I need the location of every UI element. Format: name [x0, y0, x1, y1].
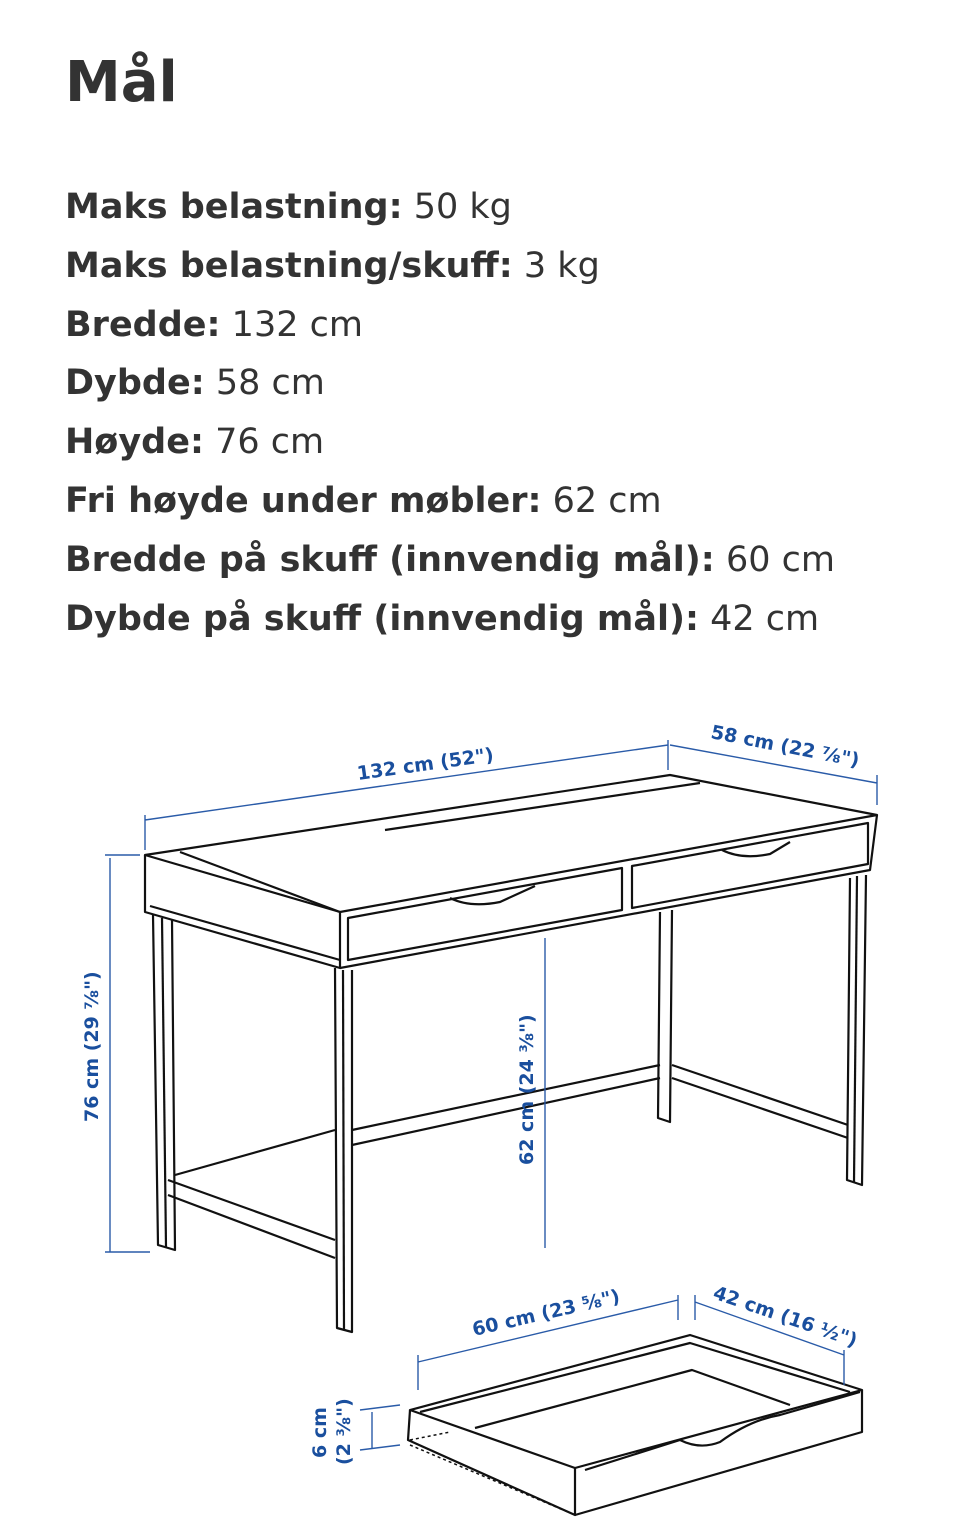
- drawer-depth-label: 42 cm (16 ½"): [710, 1281, 861, 1352]
- spec-label: Dybde på skuff (innvendig mål):: [65, 598, 699, 639]
- height-label: 76 cm (29 ⅞"): [81, 971, 103, 1122]
- spec-value: 50 kg: [413, 187, 512, 227]
- spec-label: Maks belastning/skuff:: [65, 245, 513, 286]
- spec-label: Maks belastning:: [65, 187, 403, 227]
- spec-value: 132 cm: [231, 304, 363, 345]
- width-label: 132 cm (52"): [355, 744, 496, 785]
- spec-label: Bredde:: [65, 304, 221, 345]
- spec-label: Høyde:: [65, 422, 204, 463]
- drawer-drawing: [408, 1335, 862, 1515]
- drawer-width-label: 60 cm (23 ⅝"): [470, 1285, 622, 1341]
- spec-value: 3 kg: [523, 245, 600, 286]
- spec-label: Dybde:: [65, 363, 205, 404]
- depth-label: 58 cm (22 ⅞"): [709, 721, 862, 772]
- clearance-label: 62 cm (24 ⅜"): [516, 1014, 538, 1165]
- spec-label: Bredde på skuff (innvendig mål):: [65, 539, 715, 580]
- drawer-height-cm-label: 6 cm: [309, 1407, 331, 1458]
- spec-value: 42 cm: [710, 598, 820, 639]
- desk-drawing: [145, 775, 877, 1332]
- spec-value: 58 cm: [215, 363, 325, 404]
- spec-value: 60 cm: [725, 539, 835, 580]
- page-title: Mål: [65, 50, 178, 115]
- spec-value: 62 cm: [552, 480, 662, 521]
- spec-value: 76 cm: [215, 422, 325, 463]
- spec-label: Fri høyde under møbler:: [65, 480, 542, 521]
- drawer-height-in-label: (2 ⅜"): [333, 1398, 355, 1465]
